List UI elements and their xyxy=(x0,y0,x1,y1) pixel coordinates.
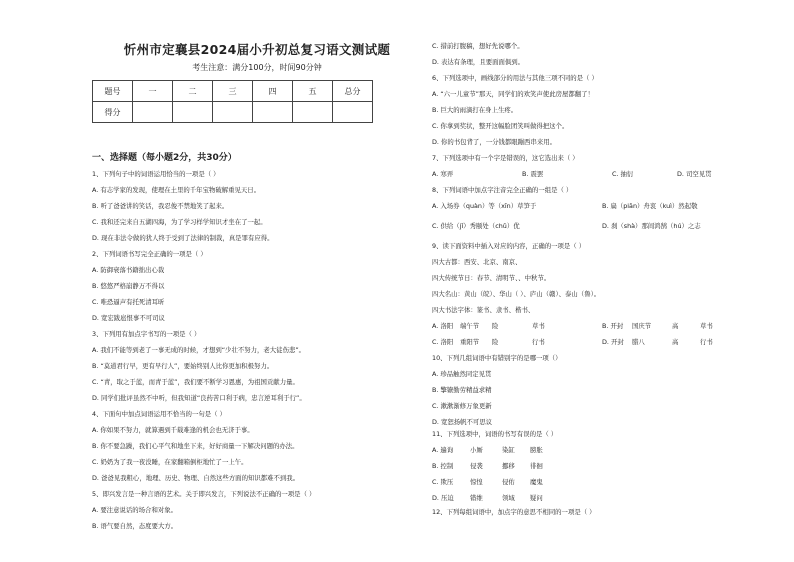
score-header-cell: 三 xyxy=(213,81,253,102)
answer-option-cell: 错维 xyxy=(470,494,483,502)
answer-option-cell: 险 xyxy=(492,322,499,330)
score-cell xyxy=(253,102,293,123)
answer-option: C. 我和还完来自五湖四海，为了学习样学知识才坐在了一起。 xyxy=(92,218,267,226)
question-stem: 1、下列句子中的词语运用恰当的一项是（ ） xyxy=(92,170,220,178)
answer-option: D. 表达有条理，且要面面俱到。 xyxy=(432,58,525,66)
answer-option: C. 漱漱渐修万象更新 xyxy=(432,402,492,410)
answer-option: C. 供给（jǐ）秀颐处（chǔ）优 xyxy=(432,222,520,230)
answer-option: A. 珍品触然同定见贯 xyxy=(432,370,492,378)
answer-option: B. 扁（piān）舟衷（kuì）然起敬 xyxy=(602,202,698,210)
question-stem: 11、下列选项中，词语的书写有误的是（ ） xyxy=(432,430,558,438)
score-cell xyxy=(173,102,213,123)
score-header-cell: 一 xyxy=(133,81,173,102)
answer-option: 四大古都：西安、北京、南京、 xyxy=(432,258,522,266)
answer-option-cell: B. 控制 xyxy=(432,462,454,470)
question-stem: 2、下列词语书写完全正确的一项是（ ） xyxy=(92,250,207,258)
answer-option: B. 语气要自然，态度要大方。 xyxy=(92,522,178,530)
exam-title: 忻州市定襄县2024届小升初总复习语文测试题 xyxy=(123,42,391,57)
answer-option: D. 宽恕扬帆不可思议 xyxy=(432,418,493,426)
answer-option-cell: D. 压迫 xyxy=(432,494,454,502)
answer-option: A. 有志学家的发现，使理在土里的千年宝物破解重见天日。 xyxy=(92,186,261,194)
answer-option: A. 寒弄 xyxy=(432,170,454,178)
score-cell xyxy=(213,102,253,123)
answer-option: A. 入场券（quàn）等（xīn）草笋于 xyxy=(432,202,537,210)
answer-option: A. 防御衰落书籍拙出心裁 xyxy=(92,266,165,274)
answer-option-cell: 草书 xyxy=(532,322,545,330)
answer-option: C. 抽衍 xyxy=(612,170,634,178)
answer-option-cell: A. 遍询 xyxy=(432,446,454,454)
answer-option: B. 你不要急躁，我们心平气和地坐下来，好好商量一下解决问题的办法。 xyxy=(92,442,299,450)
score-header-cell: 总分 xyxy=(333,81,373,102)
score-cell xyxy=(333,102,373,123)
score-header-cell: 四 xyxy=(253,81,293,102)
score-table-header-row xyxy=(93,81,373,102)
answer-option: B. “莫道君行早，更有早行人”，要始终别人比你更加积极努力。 xyxy=(92,362,274,370)
question-stem: 6、下列选项中，画线部分的用法与其他三项不同的是（ ） xyxy=(432,74,598,82)
answer-option: D. 现在非法令做的犹人终于受到了法律的制裁，真是罪有应得。 xyxy=(92,234,274,242)
answer-option-cell: 高 xyxy=(672,322,679,330)
answer-option-cell: 国庆节 xyxy=(632,322,652,330)
question-stem: 10、下列几组词语中有错别字的是哪一项（） xyxy=(432,354,562,362)
answer-option-cell: 侵袭 xyxy=(470,462,483,470)
answer-option-cell: D. 开封 xyxy=(602,338,624,346)
answer-option: A. 要注意说话的场合和对象。 xyxy=(92,506,178,514)
answer-option-cell: 徘徊 xyxy=(530,462,543,470)
answer-option: C. 唯恐逼声有托死清耳昕 xyxy=(92,298,165,306)
score-cell xyxy=(133,102,173,123)
section-heading: 一、选择题（每小题2分，共30分） xyxy=(92,153,237,163)
answer-option-cell: 腊八 xyxy=(632,338,645,346)
answer-option-cell: 小厮 xyxy=(470,446,483,454)
score-cell xyxy=(293,102,333,123)
score-header-cell: 五 xyxy=(293,81,333,102)
question-stem: 5、即兴发言是一种言语的艺术。关于即兴发言，下列说法不正确的一项是（ ） xyxy=(92,490,316,498)
answer-option: 四大名山：黄山（皖）、华山（ ）、庐山（赣）、泰山（鲁）。 xyxy=(432,290,601,298)
answer-option: B. 巨大的雨滴打在身上生疼。 xyxy=(432,106,518,114)
answer-option-cell: 行书 xyxy=(700,338,713,346)
score-table xyxy=(92,80,373,123)
answer-option: C. “青，取之于蓝，而青于蓝”，我们要不断学习恩惠，为祖国贡献力量。 xyxy=(92,378,299,386)
question-stem: 12、下列每组词语中，加点字的意思不相同的一项是（ ） xyxy=(432,508,596,516)
answer-option-cell: 惊惶 xyxy=(470,478,483,486)
answer-option: D. 宽宏跋扈恨事不可司议 xyxy=(92,314,165,322)
question-stem: 7、下列选项中有一个字是错误的，这它选出来（ ） xyxy=(432,154,579,162)
answer-option-cell: 染缸 xyxy=(502,446,515,454)
answer-option-cell: 侵佑 xyxy=(502,478,515,486)
exam-note: 考生注意：满分100分，时间90分钟 xyxy=(192,63,322,72)
question-stem: 9、读下面资料中插入对应的内容，正确的一项是（ ） xyxy=(432,242,586,250)
answer-option-cell: C. 欺压 xyxy=(432,478,454,486)
answer-option: D. 刹（shà）那间鸿鹄（hú）之志 xyxy=(602,222,701,230)
answer-option-cell: 领域 xyxy=(502,494,515,502)
answer-option-cell: 草书 xyxy=(700,322,713,330)
question-stem: 8、下列词语中加点字注音完全正确的一组是（ ） xyxy=(432,186,573,194)
answer-option-cell: 高 xyxy=(672,338,679,346)
answer-option-cell: B. 开封 xyxy=(602,322,624,330)
answer-option-cell: 挪移 xyxy=(502,462,515,470)
answer-option: C. 措前打腹稿，想好先说哪个。 xyxy=(432,42,524,50)
answer-option: B. 擎镣勤劳精益求精 xyxy=(432,386,492,394)
answer-option: A. 我们不能等到老了一事无成的时候，才想到“少壮不努力，老大徒伤悲”。 xyxy=(92,346,306,354)
question-stem: 3、下列用有加点字书写的一项是（ ） xyxy=(92,330,201,338)
answer-option: C. 奶奶为了我一夜没睡，在家翻箱倒柜地忙了一上午。 xyxy=(92,458,248,466)
answer-option: D. 司空见贯 xyxy=(677,170,712,178)
score-header-cell: 题号 xyxy=(93,81,133,102)
answer-option-cell: 端午节 xyxy=(460,322,480,330)
answer-option: 四大书法字体：篆书、隶书、楷书、 xyxy=(432,306,535,314)
answer-option: B. 悠悠严格崩静万不得以 xyxy=(92,282,165,290)
answer-option: A. “六一儿童节”那天，同学们的欢笑声使此房屋都翻了！ xyxy=(432,90,594,98)
answer-option: A. 你如果不努力，就算遇到千载难逢的机会也无济于事。 xyxy=(92,426,254,434)
answer-option-cell: C. 洛阳 xyxy=(432,338,454,346)
answer-option: 四大传统节日：春节、清明节、、中秋节。 xyxy=(432,274,551,282)
answer-option-cell: 疑问 xyxy=(530,494,543,502)
question-stem: 4、下面句中加点词语运用不恰当的一句是（ ） xyxy=(92,410,226,418)
answer-option-cell: 重阳节 xyxy=(460,338,480,346)
answer-option: B. 震罢 xyxy=(522,170,544,178)
answer-option: D. 爸爸见我粗心，地理、历史、物理、自然这些方面的知识都难不到我。 xyxy=(92,474,300,482)
answer-option: D. 同学们批评虽然不中听，但我知道“良药苦口利于病，忠言逆耳利于行”。 xyxy=(92,394,306,402)
answer-option: D. 你的书包背了，一分钱都眼蹦西串来用。 xyxy=(432,138,557,146)
answer-option-cell: A. 洛阳 xyxy=(432,322,454,330)
answer-option: C. 你拿到奖状，整开这幅脸团笑叫做得把这个。 xyxy=(432,122,569,130)
score-row-label: 得分 xyxy=(93,102,133,123)
answer-option-cell: 膀胀 xyxy=(530,446,543,454)
score-table-score-row xyxy=(93,102,373,123)
answer-option-cell: 行书 xyxy=(532,338,545,346)
score-header-cell: 二 xyxy=(173,81,213,102)
answer-option: B. 听了爸爸讲的笑话，我忍俊不禁地笑了起来。 xyxy=(92,202,229,210)
answer-option-cell: 魔鬼 xyxy=(530,478,543,486)
answer-option-cell: 险 xyxy=(492,338,499,346)
